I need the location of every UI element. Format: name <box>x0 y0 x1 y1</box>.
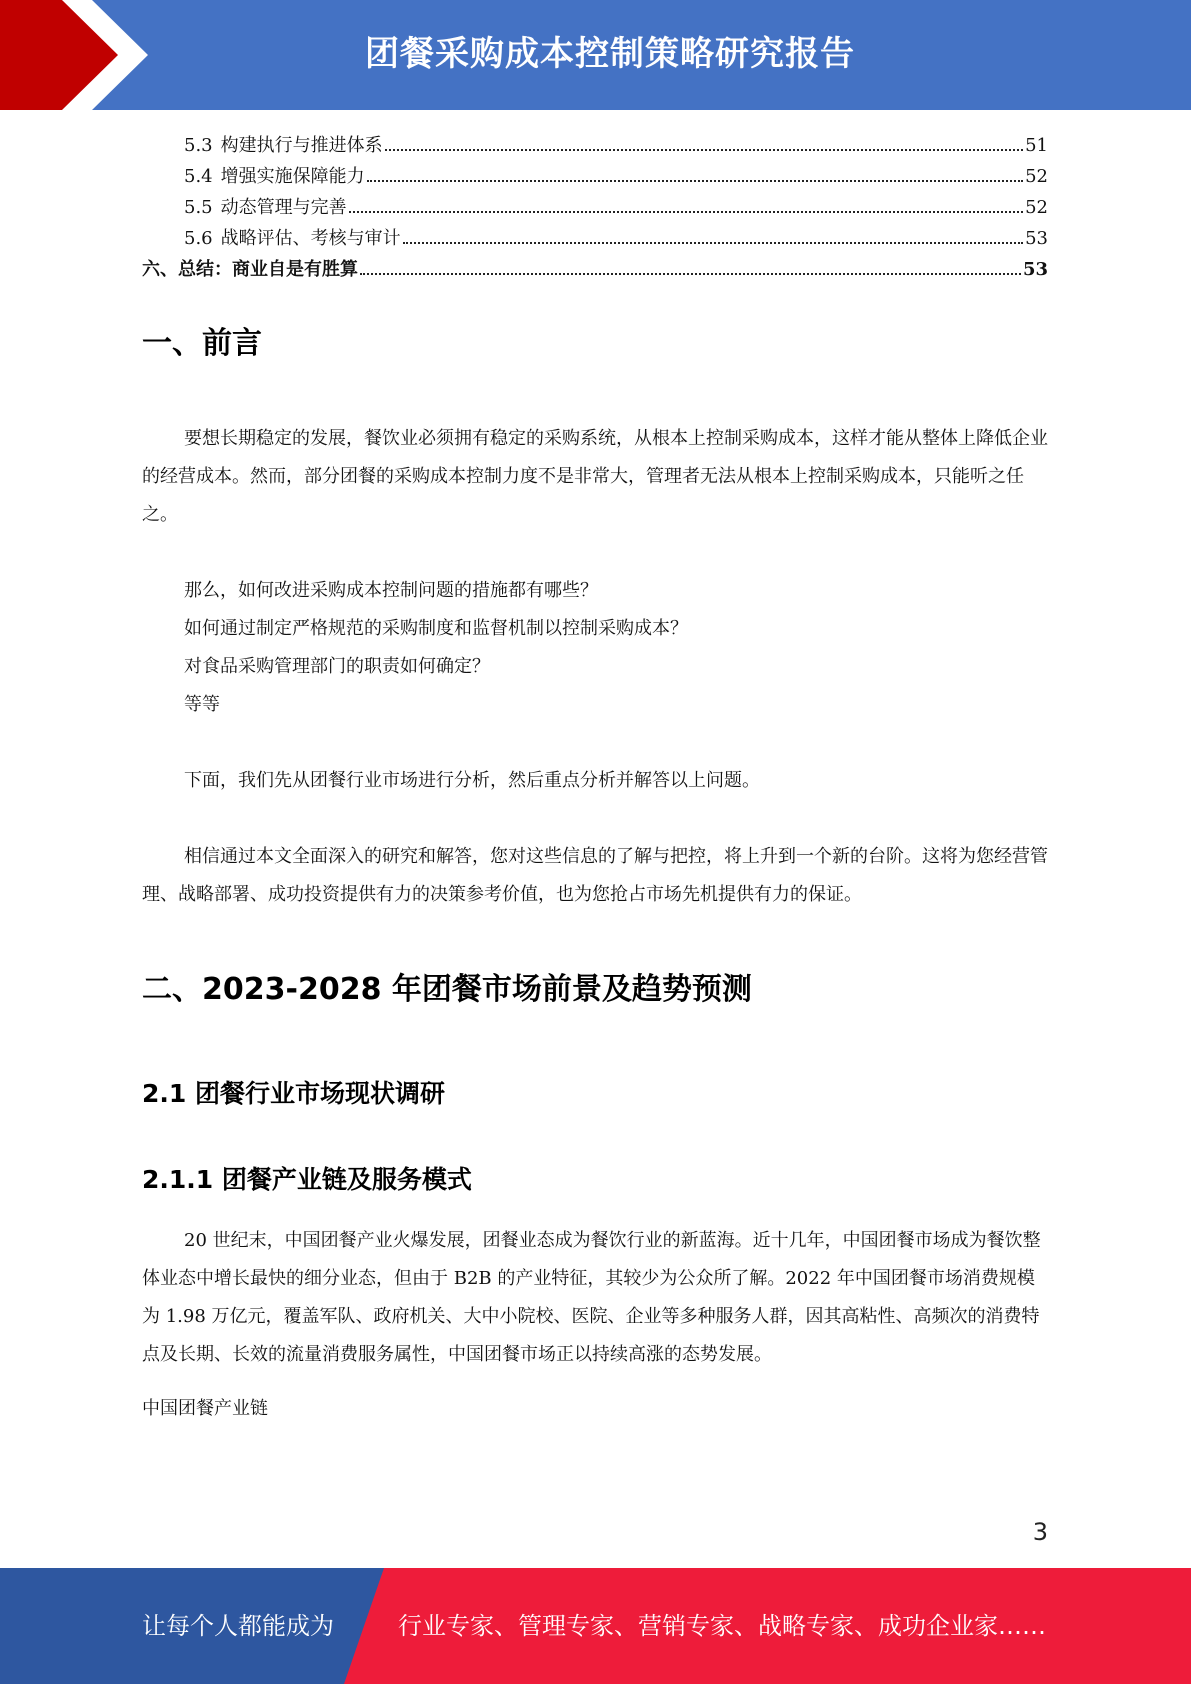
document-body <box>142 318 1048 1428</box>
toc-leader <box>360 273 1021 275</box>
toc-leader <box>349 211 1023 213</box>
figure-caption: 中国团餐产业链 <box>142 1398 268 1419</box>
toc-entry-label: 构建执行与推进体系 <box>220 135 383 156</box>
toc-entry[interactable] <box>142 192 1048 223</box>
body-paragraph: 20 世纪末，中国团餐产业火爆发展，团餐业态成为餐饮行业的新蓝海。近十几年，中国团餐市场成为餐饮整体业态中增长最快的细分业态，但由于 B2B 的产业特征，其较少为公众所了解。2022 年中国团餐市场消费规模为 1.98 万亿元，覆盖军队、政府机关、大中小院校、医院、企业等多种服务人群，因其高粘性、高频次的消费特点及长期、长效的流量消费服务属性，中国团餐市场正以持续高涨的态势发展。 <box>142 1230 1041 1365</box>
subsubsection-heading: 2.1.1 团餐产业链及服务模式 <box>142 1165 472 1194</box>
toc-entry-number: 5.6 <box>184 228 213 249</box>
toc-leader <box>385 149 1023 151</box>
toc-leader <box>367 180 1023 182</box>
page-footer <box>0 1568 1191 1684</box>
toc-entry-label: 六、总结：商业自是有胜算 <box>142 259 358 280</box>
toc-entry-page: 53 <box>1025 228 1048 249</box>
question-item: 对食品采购管理部门的职责如何确定？ <box>184 656 490 677</box>
question-item: 如何通过制定严格规范的采购制度和监督机制以控制采购成本？ <box>184 618 688 639</box>
page-number: 3 <box>1032 1518 1048 1546</box>
preface-paragraph: 相信通过本文全面深入的研究和解答，您对这些信息的了解与把控，将上升到一个新的台阶。这将为您经营管理、战略部署、成功投资提供有力的决策参考价值，也为您抢占市场先机提供有力的保证。 <box>142 846 1048 905</box>
toc-entry-number: 5.3 <box>184 135 213 156</box>
footer-slogan-right: 行业专家、管理专家、营销专家、战略专家、成功企业家…… <box>398 1612 1046 1640</box>
toc-entry[interactable] <box>142 130 1048 161</box>
toc-entry-page: 52 <box>1025 166 1048 187</box>
toc-entry-page: 53 <box>1022 259 1048 280</box>
question-item: 那么，如何改进采购成本控制问题的措施都有哪些？ <box>184 580 598 601</box>
question-list <box>142 572 1048 724</box>
toc-entry-label: 增强实施保障能力 <box>220 166 365 187</box>
toc-entry-label: 战略评估、考核与审计 <box>220 228 401 249</box>
toc-entry-page: 51 <box>1025 135 1048 156</box>
section-heading-preface: 一、前言 <box>142 326 262 361</box>
preface-paragraph: 要想长期稳定的发展，餐饮业必须拥有稳定的采购系统，从根本上控制采购成本，这样才能从整体上降低企业的经营成本。然而，部分团餐的采购成本控制力度不是非常大，管理者无法从根本上控制采购成本，只能听之任之。 <box>142 428 1048 525</box>
toc-entry[interactable] <box>142 161 1048 192</box>
toc-entry-number: 5.5 <box>184 197 213 218</box>
table-of-contents <box>142 130 1048 285</box>
toc-entry-chapter[interactable] <box>142 254 1048 285</box>
header-title: 团餐采购成本控制策略研究报告 <box>365 34 855 74</box>
preface-paragraph: 下面，我们先从团餐行业市场进行分析，然后重点分析并解答以上问题。 <box>184 770 760 791</box>
footer-slogan-left: 让每个人都能成为 <box>142 1612 334 1640</box>
toc-entry-label: 动态管理与完善 <box>220 197 347 218</box>
page-header <box>0 0 1191 110</box>
subsection-heading: 2.1 团餐行业市场现状调研 <box>142 1079 445 1108</box>
toc-entry-page: 52 <box>1025 197 1048 218</box>
question-item: 等等 <box>184 694 220 715</box>
toc-leader <box>403 242 1023 244</box>
section-heading-market-outlook: 二、2023-2028 年团餐市场前景及趋势预测 <box>142 972 752 1007</box>
toc-entry-number: 5.4 <box>184 166 213 187</box>
toc-entry[interactable] <box>142 223 1048 254</box>
